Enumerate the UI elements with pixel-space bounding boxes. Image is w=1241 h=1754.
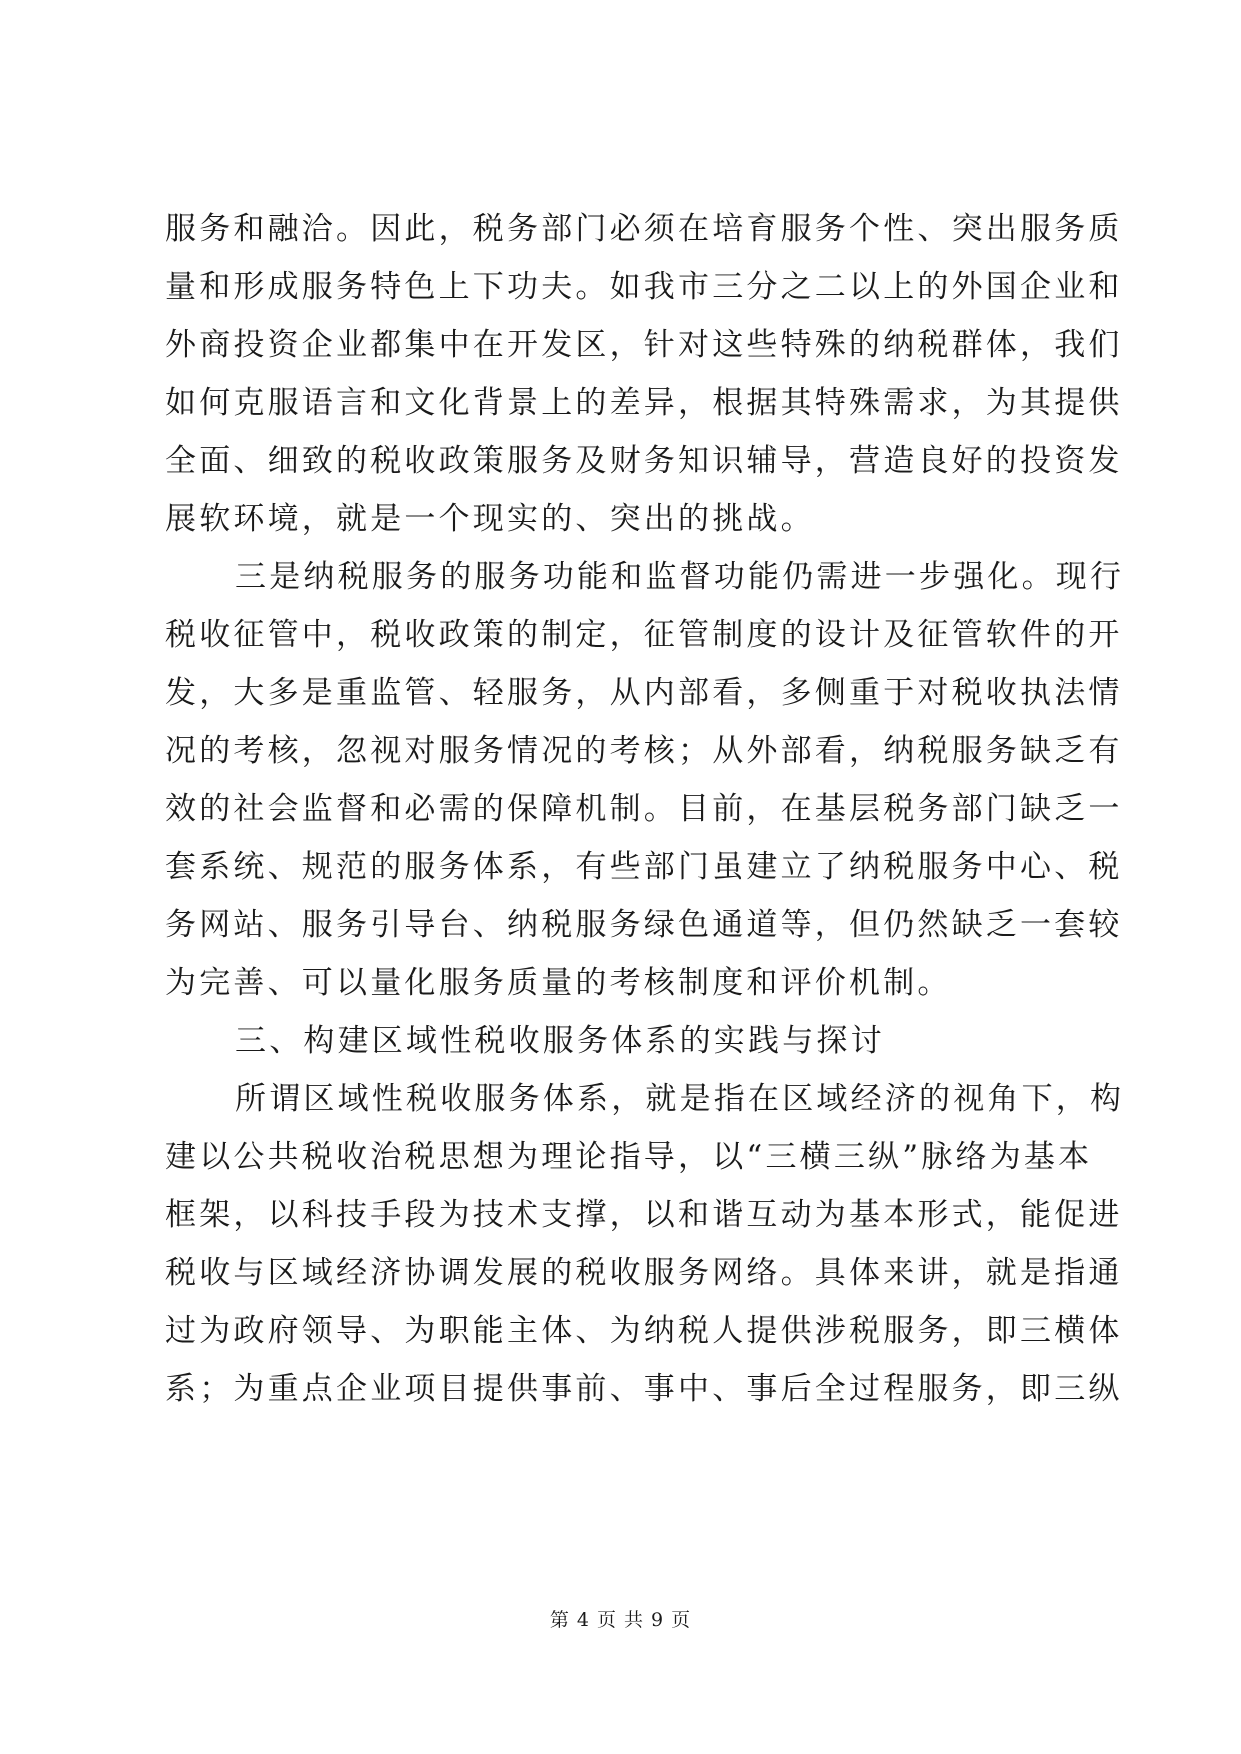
text-line: 所谓区域性税收服务体系，就是指在区域经济的视角下，构 xyxy=(235,1081,1125,1117)
text-line: 套系统、规范的服务体系，有些部门虽建立了纳税服务中心、税 xyxy=(165,849,1123,885)
text-line: 建以公共税收治税思想为理论指导，以“三横三纵”脉络为基本 xyxy=(165,1139,1093,1175)
text-line: 服务和融洽。因此，税务部门必须在培育服务个性、突出服务质 xyxy=(165,211,1123,247)
text-line: 为完善、可以量化服务质量的考核制度和评价机制。 xyxy=(165,965,952,1001)
text-line: 三、构建区域性税收服务体系的实践与探讨 xyxy=(235,1023,885,1059)
text-line: 三是纳税服务的服务功能和监督功能仍需进一步强化。现行 xyxy=(235,559,1125,595)
text-line: 外商投资企业都集中在开发区，针对这些特殊的纳税群体，我们 xyxy=(165,327,1123,363)
text-line: 展软环境，就是一个现实的、突出的挑战。 xyxy=(165,501,815,537)
text-line: 系；为重点企业项目提供事前、事中、事后全过程服务，即三纵 xyxy=(165,1371,1123,1407)
text-line: 过为政府领导、为职能主体、为纳税人提供涉税服务，即三横体 xyxy=(165,1313,1123,1349)
text-line: 务网站、服务引导台、纳税服务绿色通道等，但仍然缺乏一套较 xyxy=(165,907,1123,943)
text-line: 税收与区域经济协调发展的税收服务网络。具体来讲，就是指通 xyxy=(165,1255,1123,1291)
text-line: 框架，以科技手段为技术支撑，以和谐互动为基本形式，能促进 xyxy=(165,1197,1123,1233)
text-line: 全面、细致的税收政策服务及财务知识辅导，营造良好的投资发 xyxy=(165,443,1123,479)
text-line: 税收征管中，税收政策的制定，征管制度的设计及征管软件的开 xyxy=(165,617,1123,653)
text-line: 况的考核，忽视对服务情况的考核；从外部看，纳税服务缺乏有 xyxy=(165,733,1123,769)
text-line: 效的社会监督和必需的保障机制。目前，在基层税务部门缺乏一 xyxy=(165,791,1123,827)
text-line: 量和形成服务特色上下功夫。如我市三分之二以上的外国企业和 xyxy=(165,269,1123,305)
page-footer: 第 4 页 共 9 页 xyxy=(549,1609,692,1631)
text-line: 如何克服语言和文化背景上的差异，根据其特殊需求，为其提供 xyxy=(165,385,1123,421)
body-text xyxy=(165,200,1125,1418)
text-line: 发，大多是重监管、轻服务，从内部看，多侧重于对税收执法情 xyxy=(165,675,1123,711)
